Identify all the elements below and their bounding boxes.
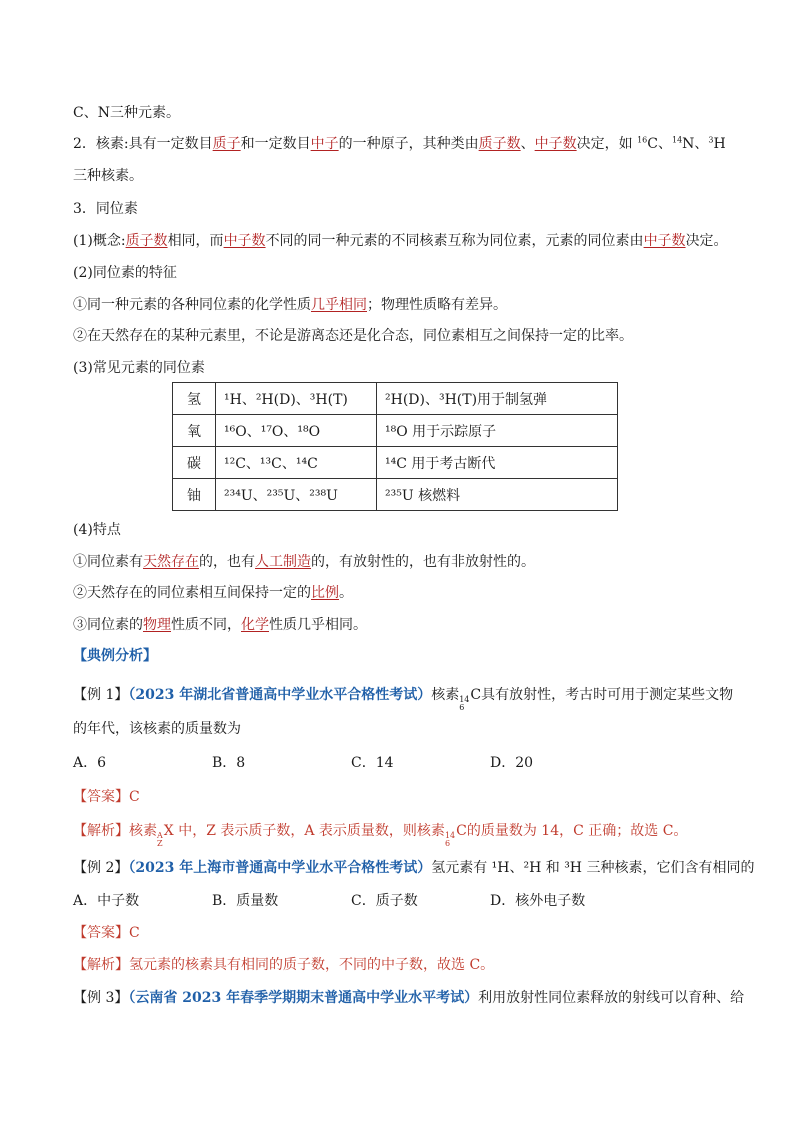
option-b: B．8	[212, 755, 246, 771]
table-cell: 氧	[173, 415, 216, 447]
text-line: 2．核素:具有一定数目质子和一定数目中子的一种原子，其种类由质子数、中子数决定，如 $^{16}$C、$^{14}$N、$^3$H	[73, 135, 726, 152]
table-row	[173, 447, 618, 479]
table-cell: ²³⁵U 核燃料	[377, 479, 618, 511]
example-1-analysis: 【解析】核素 A Z X 中，Z 表示质子数，A 表示质量数，则核素 14 6 C的质量数为 14，C 正确；故选 C。	[73, 823, 688, 848]
table-cell: 碳	[173, 447, 216, 479]
text-line: (3)常见元素的同位素	[73, 360, 205, 376]
example-2-options	[73, 891, 629, 911]
option-b: B．质量数	[212, 893, 279, 909]
example-1-options	[73, 753, 629, 773]
table-cell: ¹H、²H(D)、³H(T)	[216, 383, 377, 415]
example-1-stem: 【例 1】（2023 年湖北省普通高中学业水平合格性考试）核素 14 6 C具有放射性，考古时可用于测定某些文物	[73, 687, 734, 712]
table-cell: ¹⁶O、¹⁷O、¹⁸O	[216, 415, 377, 447]
table-cell: 铀	[173, 479, 216, 511]
example-2-analysis: 【解析】氢元素的核素具有相同的质子数，不同的中子数，故选 C。	[73, 957, 495, 973]
nuclide-notation: A Z	[157, 831, 163, 848]
option-c: C．14	[351, 755, 394, 771]
nuclide-notation: 14 6	[444, 831, 456, 848]
option-d: D．20	[490, 755, 534, 771]
option-a: A．6	[73, 755, 107, 771]
table-cell: ²³⁴U、²³⁵U、²³⁸U	[216, 479, 377, 511]
example-3-stem: 【例 3】（云南省 2023 年春季学期期末普通高中学业水平考试）利用放射性同位素释放的射线可以育种、给	[73, 990, 745, 1006]
example-2-answer: 【答案】C	[73, 925, 140, 941]
example-2-stem: 【例 2】（2023 年上海市普通高中学业水平合格性考试）氢元素有 ¹H、²H 和 ³H 三种核素，它们含有相同的	[73, 860, 755, 876]
option-d: D．核外电子数	[490, 893, 586, 909]
text-line: ③同位素的物理性质不同，化学性质几乎相同。	[73, 617, 367, 633]
isotope-table	[172, 382, 618, 511]
text-line: (2)同位素的特征	[73, 265, 177, 281]
text-line: C、N三种元素。	[73, 105, 180, 121]
text-line: (4)特点	[73, 522, 121, 538]
table-row	[173, 383, 618, 415]
example-1-answer: 【答案】C	[73, 789, 140, 805]
example-1-stem: 的年代，该核素的质量数为	[73, 721, 241, 737]
table-row	[173, 479, 618, 511]
text-line: 三种核素。	[73, 168, 143, 184]
table-cell: ²H(D)、³H(T)用于制氢弹	[377, 383, 618, 415]
table-cell: ¹⁴C 用于考古断代	[377, 447, 618, 479]
table-cell: ¹⁸O 用于示踪原子	[377, 415, 618, 447]
text-line: ②在天然存在的某种元素里，不论是游离态还是化合态，同位素相互之间保持一定的比率。	[73, 328, 633, 344]
nuclide-notation: 14 6	[459, 695, 470, 712]
text-line: ①同一种元素的各种同位素的化学性质几乎相同；物理性质略有差异。	[73, 297, 507, 313]
table-cell: ¹²C、¹³C、¹⁴C	[216, 447, 377, 479]
table-cell: 氢	[173, 383, 216, 415]
section-heading: 【典例分析】	[73, 648, 157, 664]
text-line: ②天然存在的同位素相互间保持一定的比例。	[73, 585, 353, 601]
text-line: 3．同位素	[73, 201, 138, 217]
table-row	[173, 415, 618, 447]
option-a: A．中子数	[73, 893, 140, 909]
option-c: C．质子数	[351, 893, 418, 909]
text-line: ①同位素有天然存在的，也有人工制造的，有放射性的，也有非放射性的。	[73, 554, 535, 570]
text-line: (1)概念:质子数相同，而中子数不同的同一种元素的不同核素互称为同位素，元素的同位素由中子数决定。	[73, 233, 728, 249]
